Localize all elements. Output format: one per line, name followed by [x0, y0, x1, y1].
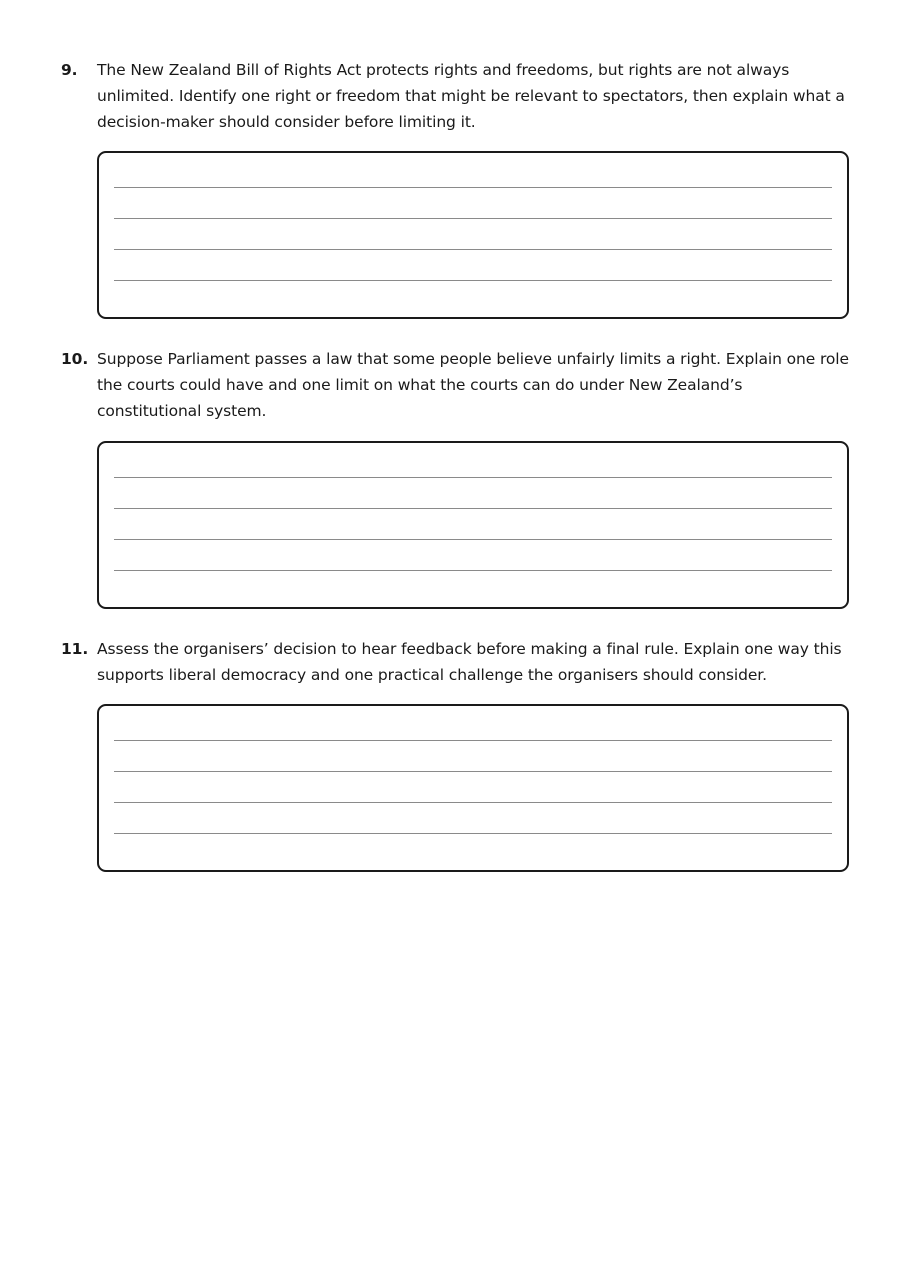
answer-line	[114, 218, 832, 219]
question-header	[61, 637, 849, 689]
question-header	[61, 347, 849, 424]
answer-line	[114, 477, 832, 478]
answer-line	[114, 570, 832, 571]
question-header	[61, 58, 849, 135]
answer-box[interactable]	[97, 151, 849, 319]
answer-box[interactable]	[97, 704, 849, 872]
answer-line	[114, 833, 832, 834]
answer-line	[114, 249, 832, 250]
question-9	[61, 58, 849, 319]
question-text: Assess the organisers’ decision to hear feedback before making a final rule. Explain one way this supports liberal democracy and one practical challenge the organisers should consider.	[97, 639, 842, 684]
answer-box[interactable]	[97, 441, 849, 609]
question-number: 11.	[61, 639, 89, 658]
question-number: 9.	[61, 61, 78, 79]
answer-line	[114, 187, 832, 188]
question-number: 10.	[61, 350, 89, 369]
answer-line	[114, 508, 832, 509]
answer-line	[114, 740, 832, 741]
answer-line	[114, 771, 832, 772]
question-11	[61, 637, 849, 873]
question-10	[61, 347, 849, 608]
answer-line	[114, 802, 832, 803]
question-text: Suppose Parliament passes a law that some people believe unfairly limits a right. Explain one role the courts could have and one limit on what the courts can do under New Zealand’s constitutional system.	[97, 350, 849, 420]
question-text: The New Zealand Bill of Rights Act protects rights and freedoms, but rights are not always unlimited. Identify one right or freedom that might be relevant to spectators, then explain what a decision-maker should consider before limiting it.	[97, 61, 845, 131]
answer-line	[114, 539, 832, 540]
answer-line	[114, 280, 832, 281]
